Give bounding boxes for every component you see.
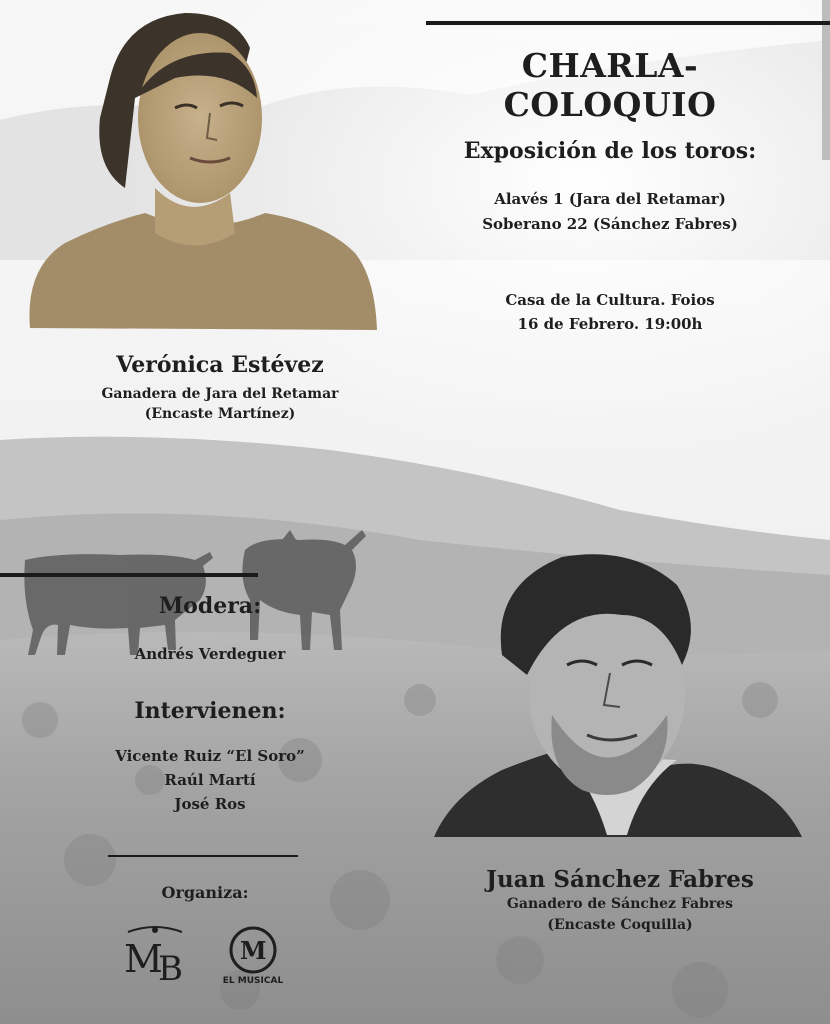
- participants-heading: Intervienen:: [134, 698, 286, 724]
- mb-logo-icon: [120, 924, 190, 984]
- speaker-2-name: Juan Sánchez Fabres: [486, 866, 754, 893]
- speaker-1-role: Ganadera de Jara del Retamar: [101, 386, 339, 402]
- portrait-woman-icon: [25, 8, 380, 338]
- event-title: CHARLA-COLOQUIO: [503, 46, 717, 124]
- portrait-man-icon: [432, 545, 804, 840]
- speaker-1-encaste: (Encaste Martínez): [144, 406, 296, 422]
- svg-text:M: M: [240, 936, 267, 965]
- bull-entry-2: Soberano 22 (Sánchez Fabres): [482, 215, 738, 233]
- moderator-name: Andrés Verdeguer: [134, 645, 286, 663]
- bull-entry-1: Alavés 1 (Jara del Retamar): [494, 190, 726, 208]
- speaker-2-role: Ganadero de Sánchez Fabres: [506, 896, 734, 912]
- exposition-heading: Exposición de los toros:: [463, 138, 757, 164]
- organizers-rule: [108, 855, 298, 857]
- participant-3: José Ros: [174, 795, 246, 813]
- participant-1: Vicente Ruiz “El Soro”: [115, 747, 305, 765]
- title-rule: [426, 21, 830, 25]
- speaker-1-name: Verónica Estévez: [116, 352, 324, 378]
- organizers-heading: Organiza:: [161, 883, 249, 902]
- moderation-rule: [0, 573, 258, 577]
- el-musical-logo-text: EL MUSICAL: [222, 976, 284, 986]
- event-date: 16 de Febrero. 19:00h: [517, 315, 703, 333]
- participant-2: Raúl Martí: [164, 771, 256, 789]
- moderation-heading: Modera:: [158, 593, 262, 619]
- svg-text:M: M: [124, 937, 163, 981]
- speaker-2-encaste: (Encaste Coquilla): [547, 917, 693, 933]
- svg-text:B: B: [158, 949, 183, 984]
- event-venue: Casa de la Cultura. Foios: [505, 291, 715, 309]
